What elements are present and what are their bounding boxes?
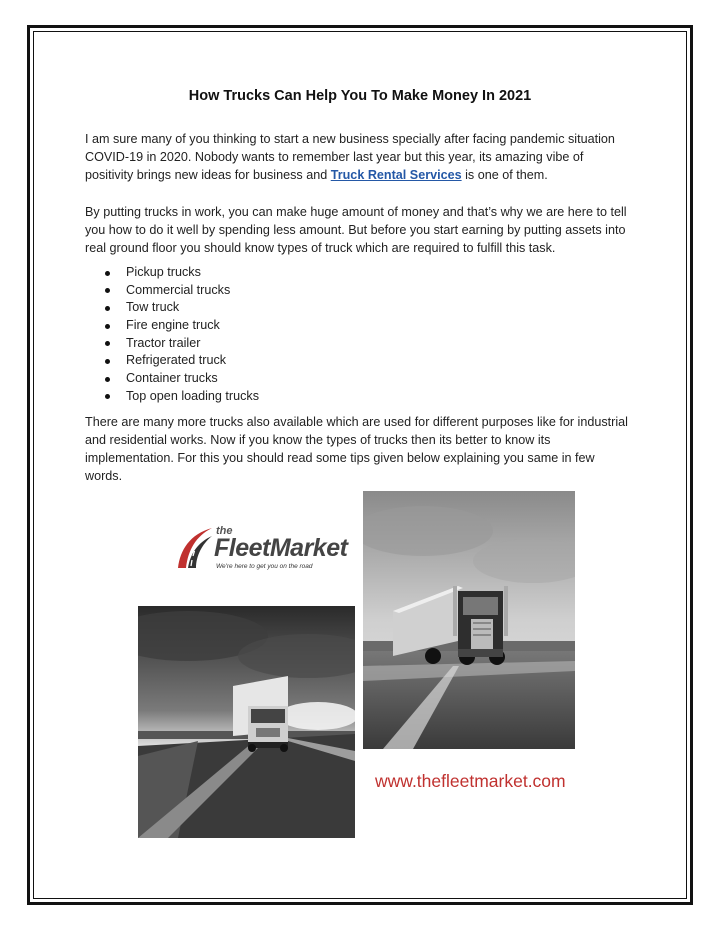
truck-highway-photo-right: [363, 491, 575, 749]
website-url[interactable]: www.thefleetmarket.com: [375, 771, 566, 791]
intro-text: I am sure many of you thinking to start a new business specially after facing pandemic situation COVID-19 in 2020. Nobody wants to remember last year but this year, its amazing vibe of positivity brings new ideas for business and: [85, 132, 615, 182]
list-item: Commercial trucks: [85, 282, 259, 300]
logo-the: the: [216, 525, 233, 537]
third-paragraph: There are many more trucks also available which are used for different purposes like for industrial and residential works. Now if you know the types of trucks then its better to know its implementation. For this you should read some tips given below explaining you same in few words.: [85, 415, 628, 483]
list-item: Refrigerated truck: [85, 352, 259, 370]
list-item: Tow truck: [85, 299, 259, 317]
logo-name: FleetMarket: [214, 534, 348, 562]
logo-tagline: We're here to get you on the road: [216, 563, 313, 570]
list-item: Container trucks: [85, 370, 259, 388]
road-swoosh-icon: [174, 526, 214, 570]
truck-road-photo-left: [138, 606, 355, 838]
second-paragraph: By putting trucks in work, you can make huge amount of money and that’s why we are here to tell you how to do it well by spending less amount. But before you start earning by putting assets into real ground floor you should know types of truck which are required to fulfill this task.: [85, 205, 627, 255]
document-title: How Trucks Can Help You To Make Money In 2021: [188, 88, 532, 104]
truck-rental-services-link[interactable]: Truck Rental Services: [330, 168, 462, 182]
list-item: Top open loading trucks: [85, 388, 259, 406]
fleetmarket-logo: [174, 522, 348, 574]
list-item: Fire engine truck: [85, 317, 259, 335]
intro-paragraph: [85, 130, 635, 184]
list-item: Pickup trucks: [85, 264, 259, 282]
intro-text-end: is one of them.: [461, 168, 548, 182]
truck-types-list: [85, 264, 259, 406]
list-item: Tractor trailer: [85, 335, 259, 353]
